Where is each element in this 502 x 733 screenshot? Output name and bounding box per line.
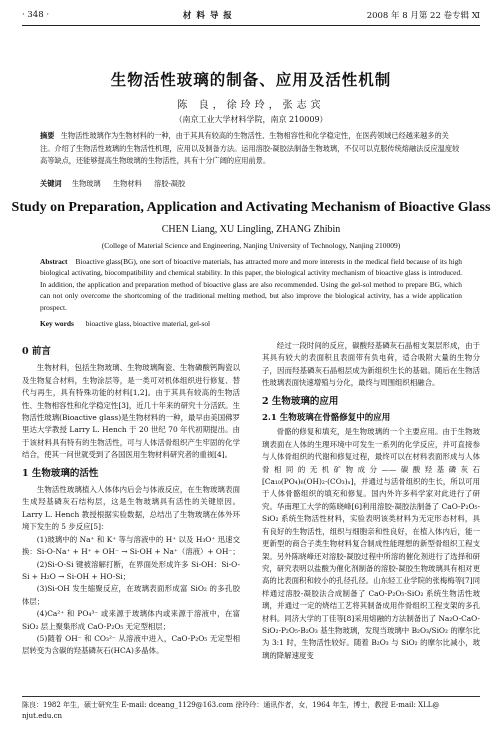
- keyword-chinese: 生物玻璃: [71, 179, 101, 188]
- paragraph-continued: 经过一段时间的反应，碳酸羟基磷灰石晶相支架层形成，由于其具有较大的表面积且表面带有负电荷，适合吸附大量的生物分子，因而羟基磷灰石晶相层成为新组织生长的基础。随后在生物活性玻璃表面快速增殖与分化，最终与周围组织相融合。: [262, 341, 480, 388]
- reaction-step-2: (2)Si-O-Si 键被溶解打断，在界面处形成许多 Si-OH：Si-O-Si + H₂O → Si-OH + HO-Si；: [22, 559, 240, 581]
- title-english: Study on Preparation, Application and Activating Mechanism of Bioactive Glass: [11, 200, 491, 215]
- authors-english: CHEN Liang, XU Lingling, ZHANG Zhibin: [161, 224, 341, 235]
- subsection-heading-bone-repair: 2.1 生物玻璃在骨骼修复中的应用: [262, 413, 391, 424]
- affiliation-chinese: （南京工业大学材料学院，南京 210009）: [174, 115, 328, 124]
- title-chinese: 生物活性玻璃的制备、应用及活性机制: [110, 70, 392, 89]
- affiliation-english: (College of Material Science and Engineering, Nanjing University of Technology, Nanjing 210009): [101, 241, 401, 250]
- body-right-column: [262, 340, 480, 662]
- reaction-step-1: (1)玻璃中的 Na⁺ 和 K⁺ 等与溶液中的 H⁺ 以及 H₃O⁺ 迅速交换：Si-O-Na⁺ + H⁺ + OH⁻ → Si-OH + Na⁺（溶液）+ OH⁻；: [22, 534, 240, 557]
- author-footnote: [22, 696, 480, 722]
- authors-chinese: 陈 良，徐玲玲，张志宾: [177, 100, 325, 111]
- running-header: [22, 8, 480, 26]
- issue-info: 2008 年 8 月第 22 卷专辑 Ⅺ: [366, 11, 480, 21]
- keywords-english-label: Key words: [40, 319, 74, 328]
- paragraph-bone-repair: 骨骼的修复和填充，是生物玻璃的一个主要应用。由于生物玻璃表面在人体的生理环境中可发生一系列的化学反应，并可直接参与人体骨组织的代谢和修复过程，最终可以在材料表面形成与人体骨相同的无机矿物成分——碳酸羟基磷灰石[Ca₁₀(PO₄)₆(OH)₂·(CO₃)ₓ]，并通过与活骨组织的生长，所以可用于人体骨骼组织的填充和修复。国内外许多科学家对此进行了研究。华南理工大学的陈晓峰[6]利用溶胶-凝胶法制备了 CaO-P₂O₅-SiO₂ 系统生物活性材料，实验表明该类材料为无定形态材料，具有良好的生物活性，组织与细胞亲和性良好，在植入体内后，能一更新型的商合子类生物材料复合制成性能理想的新型骨组织工程支架。另外陈晓峰还对溶胶-凝胶过程中所溶的催化剂进行了选择和研究，研究表明以盐酸为催化剂制备的溶胶-凝胶生物玻璃具有相对更高的比表面积和较小的孔径孔径。山东轻工业学院的张梅梅等[7]同样通过溶胶-凝胶法合成制备了 CaO-P₂O₅-SiO₂ 系统生物活性玻璃，并通过一定的烧结工艺将其制备成用作骨组织工程支架的多孔材料。同济大学的丁佳等[8]采用熔融的方法制备出了 Na₂O-CaO-SiO₂-P₂O₅-B₂O₃ 基生物玻璃，发现当玻璃中 B₂O₃/SiO₂ 的摩尔比为 3:1 时，生物活性较好。随着 B₂O₃ 与 SiO₂ 的摩尔比减小，玻璃的降解速度变: [262, 427, 480, 660]
- page-number: · 348 ·: [22, 10, 50, 20]
- reaction-step-5: (5)随着 OH⁻ 和 CO₃²⁻ 从溶液中进入，CaO-P₂O₅ 无定型相层转变为含碳的羟基磷灰石(HCA)多晶体。: [22, 633, 240, 656]
- keywords-chinese-label: 关键词: [40, 179, 62, 188]
- section-heading-application: 2 生物玻璃的应用: [262, 395, 339, 407]
- journal-name: 材 料 导 报: [182, 11, 233, 21]
- section-heading-mechanism: 1 生物玻璃的活性: [22, 467, 99, 479]
- keyword-chinese: 溶胶-凝胶: [154, 179, 186, 188]
- abstract-english-text: Bioactive glass(BG), one sort of bioactive materials, has attracted more and more interests in the medical field because of its high biological activating, biocompatibility and chemical stability. In this paper, the biological activity mechanism of bioactive glass is introduced. In addition, the application and preparation method of bioactive glass are also recommended. Using the gel-sol method to prepare BG, which can not only overcome the shortcoming of the traditional melting method, but also improve the biological activity, has a wide application prospect.: [40, 257, 462, 312]
- footnote-line: 陈良：1982 年生，硕士研究生 E-mail: dceang_1129@163.com 徐玲玲：通讯作者，女，1964 年生，博士，教授 E-mail: XLL@: [22, 701, 440, 709]
- footnote-line: njut.edu.cn: [22, 712, 63, 720]
- reaction-step-3: (3)Si-OH 发生缩聚反应，在玻璃表面形成富 SiO₂ 的多孔胶体层；: [22, 584, 240, 606]
- reaction-step-4: (4)Ca²⁺ 和 PO₄³⁻ 或来源于玻璃体内或来源于溶液中，在富 SiO₂ 层上聚集形成 CaO-P₂O₅ 无定型相层；: [22, 609, 240, 631]
- body-left-column: [22, 340, 240, 658]
- abstract-chinese-text: 生物活性玻璃作为生物材料的一种，由于其具有较高的生物活性、生物相容性和化学稳定性，在医药领域已经越来越多的关注。介绍了生物活性玻璃的生物活性机理，应用以及制备方法。运用溶胶-凝胶法制备生物玻璃，不仅可以克服传统熔融法反应温度较高等缺点，还能够提高生物玻璃的生物活性，具有十分广阔的应用前景。: [40, 131, 460, 165]
- keywords-english: [40, 319, 462, 328]
- paragraph-mechanism: 生物活性玻璃植入人体体内后会与体液反应，在生物玻璃表面生成羟基磷灰石结构层，这是生物玻璃具有活性的关键原因。Larry L. Hench 教授根据实验数据，总结出了生物玻璃在体外环境下发生的 5 步反应[5]：: [22, 485, 240, 532]
- keywords-english-text: bioactive glass, bioactive material, gel-sol: [85, 319, 211, 328]
- abstract-english-label: Abstract: [40, 257, 68, 266]
- abstract-chinese: [40, 130, 462, 168]
- section-heading-intro: 0 前言: [22, 346, 51, 357]
- paragraph-intro: 生物材料，包括生物玻璃、生物玻璃陶瓷、生物磷酸钙陶瓷以及生物复合材料，生物涂层等，是一类可对机体组织进行修复、替代与再生，具有特殊功能的材料[1,2]。由于其具有较高的生物活性、生物相容性和化学稳定性[3]，近几十年来的研究十分活跃。生物活性玻璃(Bioactive glass)是生物材料的一种，最早由美国佛罗里达大学教授 Larry L. Hench 于 20 世纪 70 年代初期提出。由于该材料具有特有的生物活性，可与人体活骨组织产生牢固的化学结合，使其一问世就受到了各国医用生物材料研究者的重视[4]。: [22, 363, 240, 460]
- keywords-chinese: [40, 179, 462, 189]
- keyword-chinese: 生物材料: [112, 179, 142, 188]
- abstract-chinese-label: 摘要: [40, 131, 55, 140]
- abstract-english: [40, 256, 462, 313]
